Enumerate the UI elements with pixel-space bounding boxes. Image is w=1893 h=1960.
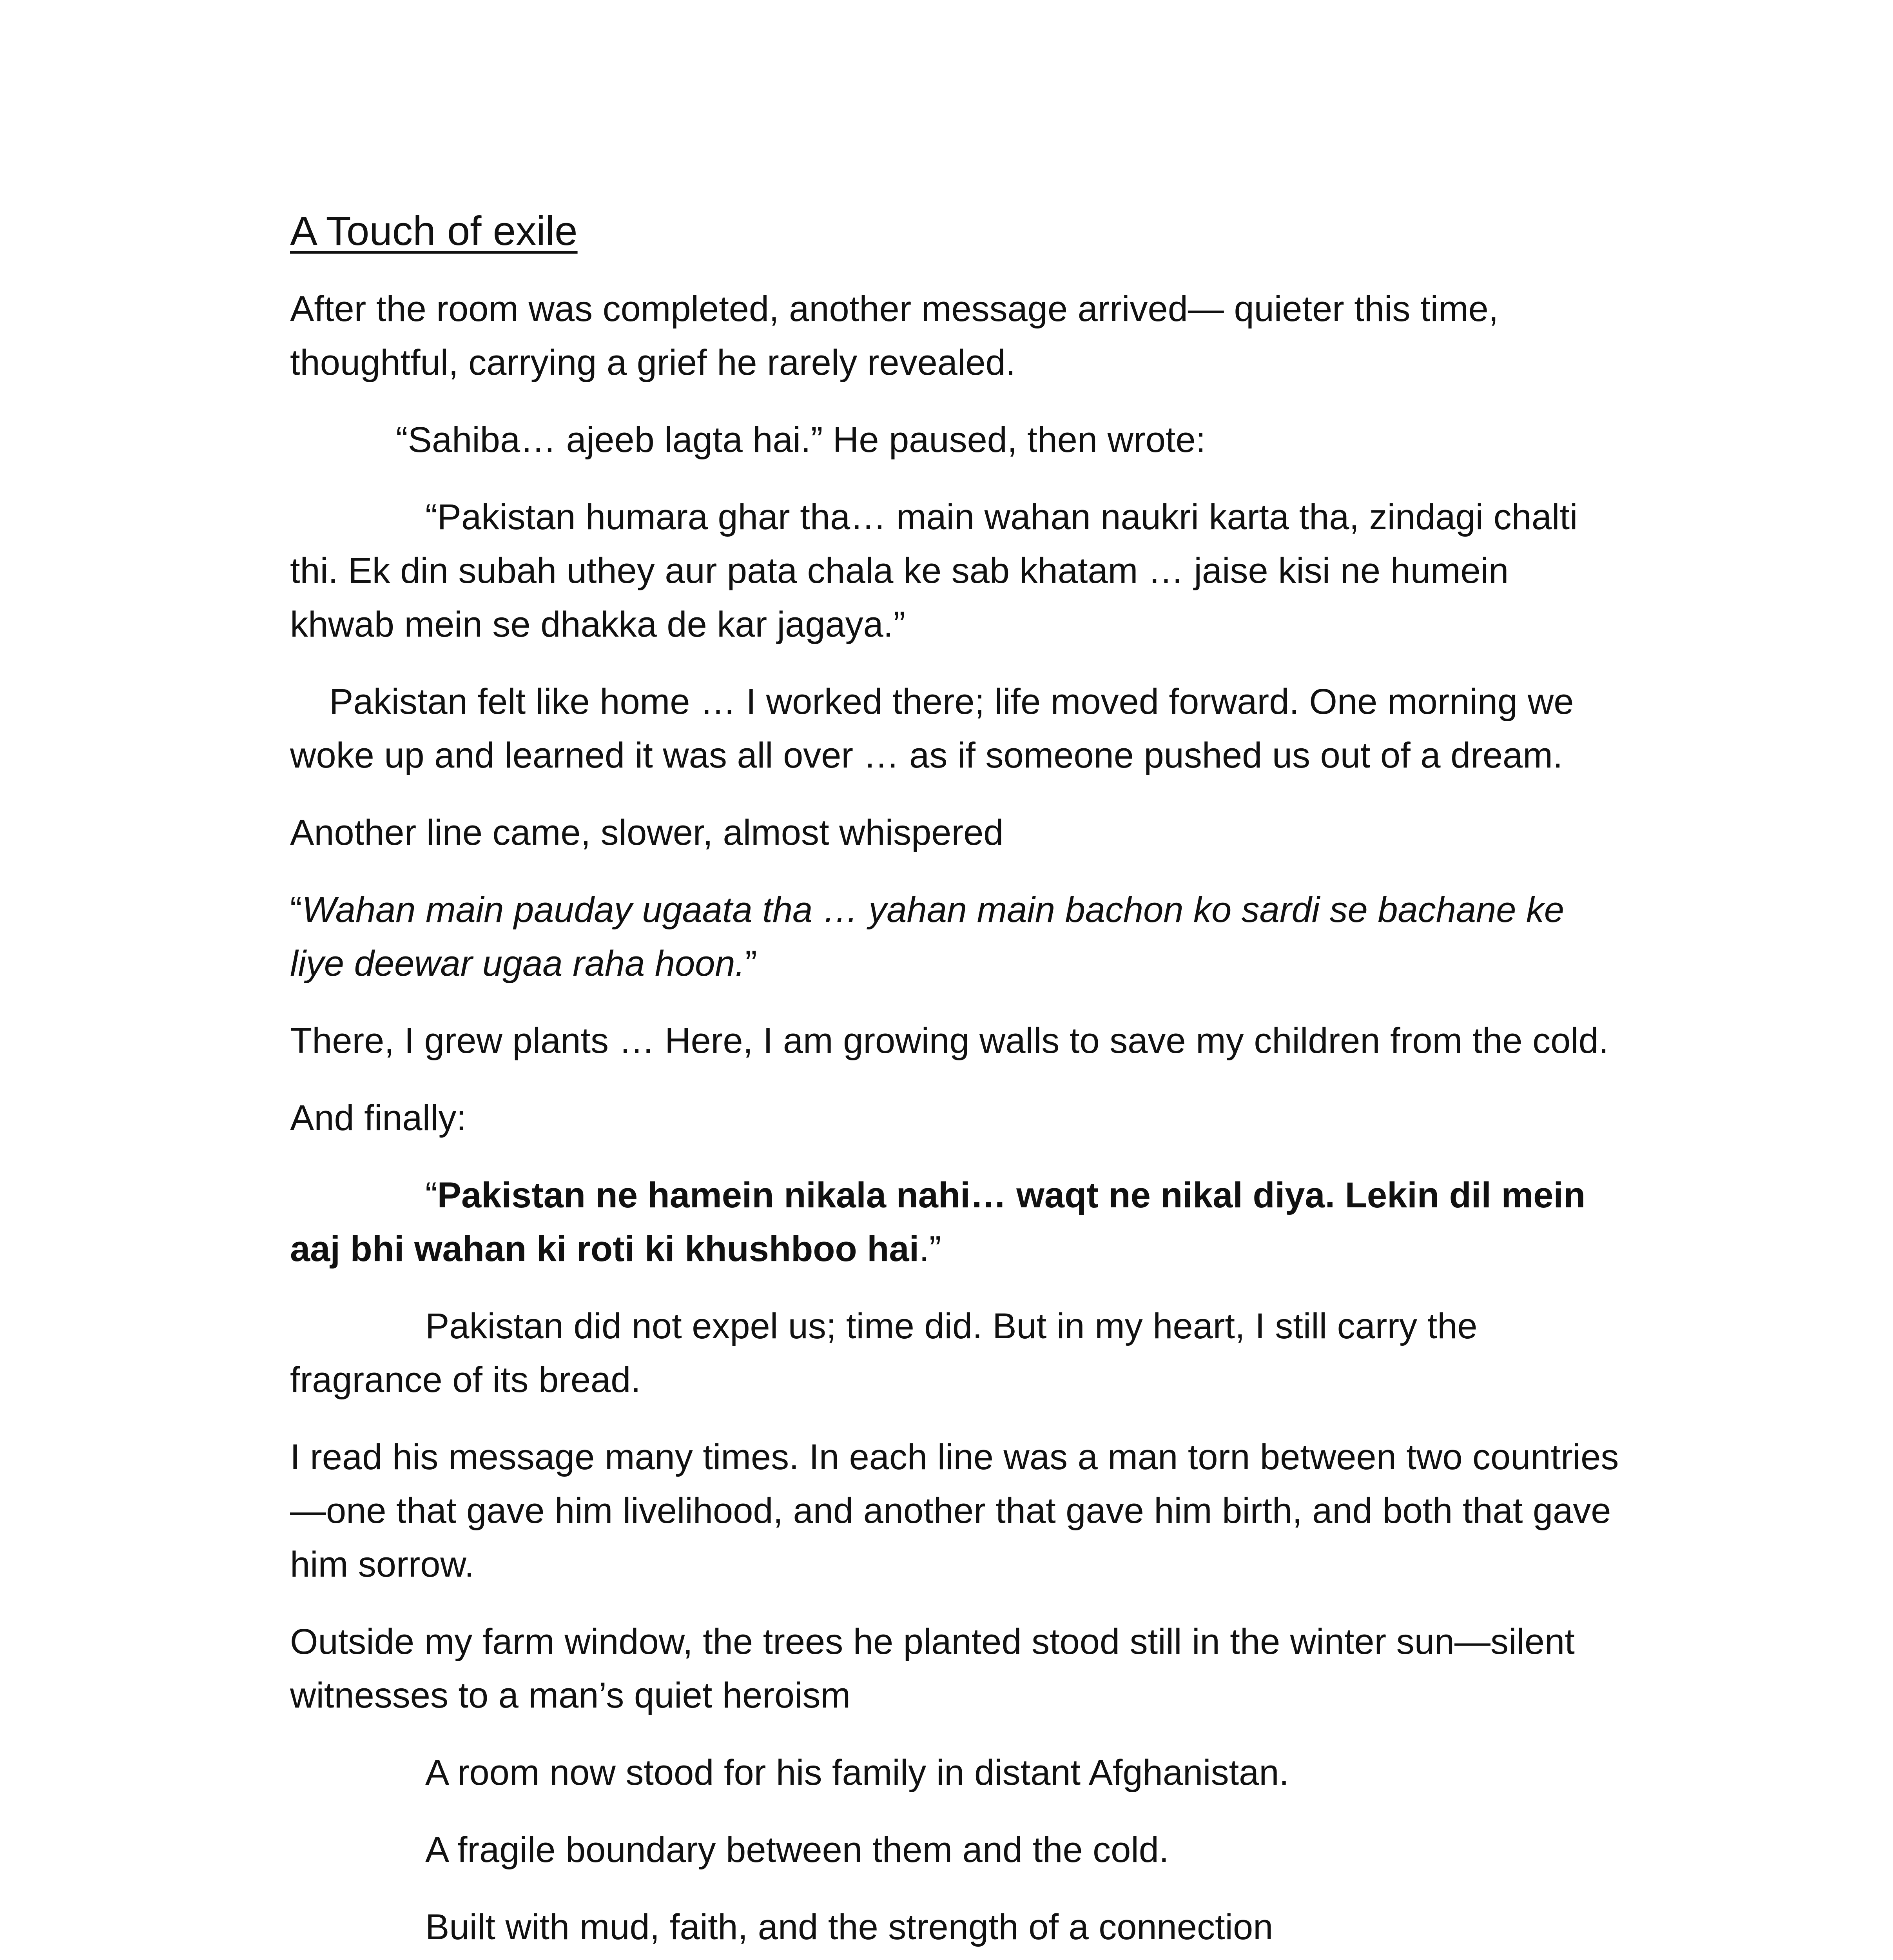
paragraph-room-stood: A room now stood for his family in distant Afghanistan. (425, 1753, 1289, 1793)
paragraph-built-with-mud: Built with mud, faith, and the strength of a connection (425, 1907, 1273, 1947)
paragraph-pakistan-home-translation: Pakistan felt like home … I worked there; life moved forward. One morning we woke up and learned it was all over … as if someone pushed us out of a dream. (290, 682, 1574, 775)
document-title: A Touch of exile (290, 208, 578, 254)
paragraph-farm-window: Outside my farm window, the trees he planted stood still in the winter sun—silent witnesses to a man’s quiet heroism (290, 1622, 1575, 1715)
paragraph-and-finally: And finally: (290, 1098, 467, 1138)
paragraph-fragile-boundary: A fragile boundary between them and the cold. (425, 1830, 1169, 1870)
plants-urdu-italic-text: Wahan main pauday ugaata tha … yahan main bachon ko sardi se bachane ke liye deewar ugaa raha hoon. (290, 890, 1565, 984)
paragraph-sahiba-quote: “Sahiba… ajeeb lagta hai.” He paused, then wrote: (396, 420, 1206, 460)
paragraph-another-line: Another line came, slower, almost whispered (290, 813, 1004, 853)
paragraph-bread-translation: Pakistan did not expel us; time did. But in my heart, I still carry the fragrance of its bread. (290, 1306, 1478, 1400)
paragraph-read-message: I read his message many times. In each line was a man torn between two countries—one that gave him livelihood, and another that gave him birth, and both that gave him sorrow. (290, 1437, 1619, 1584)
bread-urdu-bold-text: Pakistan ne hamein nikala nahi… waqt ne nikal diya. Lekin dil mein aaj bhi wahan ki roti ki khushboo hai (290, 1175, 1586, 1269)
paragraph-pakistan-home-urdu: “Pakistan humara ghar tha… main wahan naukri karta tha, zindagi chalti thi. Ek din subah uthey aur pata chala ke sab khatam … jaise kisi ne humein khwab mein se dhakka de kar jagaya.” (290, 497, 1578, 644)
close-quote: .” (919, 1229, 941, 1269)
open-quote: “ (290, 890, 302, 930)
paragraph-message-arrived: After the room was completed, another message arrived— quieter this time, thoughtful, carrying a grief he rarely revealed. (290, 289, 1499, 383)
close-quote: ” (745, 944, 757, 984)
document-body (290, 204, 1623, 1960)
paragraph-plants-urdu (290, 883, 1623, 991)
open-quote: “ (425, 1175, 437, 1215)
paragraph-plants-translation: There, I grew plants … Here, I am growing walls to save my children from the cold. (290, 1021, 1609, 1061)
paragraph-bread-urdu (290, 1169, 1623, 1276)
